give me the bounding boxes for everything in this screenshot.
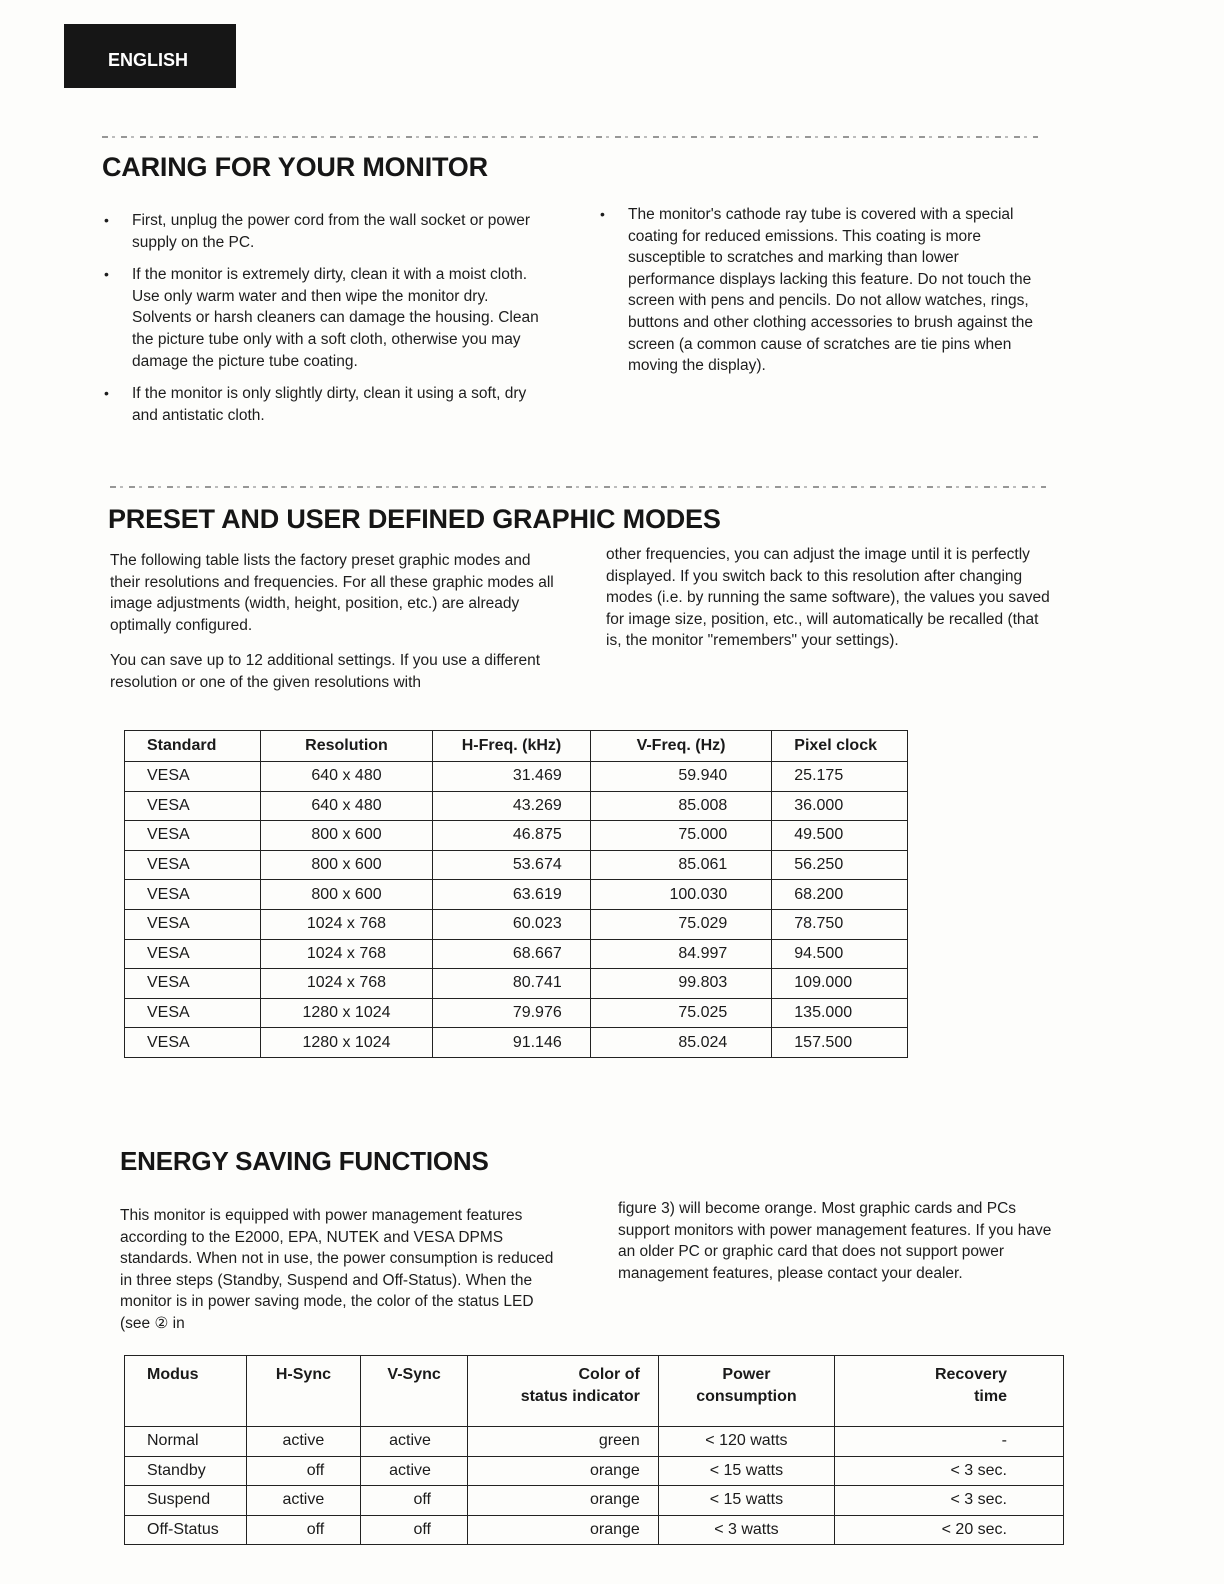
table-row [125, 1486, 1064, 1516]
table-cell: 49.500 [772, 821, 908, 851]
header-line: Color of [578, 1366, 640, 1383]
table-cell: 1280 x 1024 [260, 998, 432, 1028]
table-cell: active [361, 1427, 468, 1457]
table-row [125, 939, 908, 969]
graphic-modes-table [124, 730, 908, 1058]
column-header: H-Freq. (kHz) [433, 731, 591, 762]
table-cell: orange [467, 1456, 658, 1486]
table-cell: 59.940 [590, 762, 772, 792]
caring-bullet: • First, unplug the power cord from the wall socket or power supply on the PC. [102, 210, 550, 253]
table-cell: 84.997 [590, 939, 772, 969]
table-cell: 53.674 [433, 850, 591, 880]
table-cell: VESA [125, 821, 261, 851]
energy-right-column [618, 1198, 1062, 1298]
table-cell: 68.667 [433, 939, 591, 969]
table-cell: 800 x 600 [260, 850, 432, 880]
table-cell: < 20 sec. [835, 1515, 1064, 1545]
table-row [125, 821, 908, 851]
caring-left-column [102, 210, 550, 437]
table-cell: 75.000 [590, 821, 772, 851]
table-row [125, 850, 908, 880]
table-cell: VESA [125, 1028, 261, 1058]
table-cell: VESA [125, 850, 261, 880]
graphic-modes-title: PRESET AND USER DEFINED GRAPHIC MODES [108, 504, 721, 534]
table-row [125, 880, 908, 910]
table-cell: 800 x 600 [260, 880, 432, 910]
table-cell: 1024 x 768 [260, 969, 432, 999]
table-header-row [125, 731, 908, 762]
table-row [125, 1028, 908, 1058]
table-header-row [125, 1356, 1064, 1427]
header-line: Power [722, 1366, 771, 1383]
table-cell: 135.000 [772, 998, 908, 1028]
table-cell: 56.250 [772, 850, 908, 880]
table-cell: < 120 watts [658, 1427, 834, 1457]
table-cell: 85.008 [590, 791, 772, 821]
table-cell: VESA [125, 998, 261, 1028]
header-line: status indicator [520, 1388, 640, 1405]
table-cell: 60.023 [433, 909, 591, 939]
table-cell: orange [467, 1515, 658, 1545]
caring-right-column [598, 204, 1038, 388]
table-cell: Off-Status [125, 1515, 247, 1545]
header-line: time [974, 1388, 1007, 1405]
caring-bullet: • If the monitor is only slightly dirty, clean it using a soft, dry and antistatic cloth. [102, 383, 550, 426]
section-divider [110, 486, 1046, 488]
table-cell: Suspend [125, 1486, 247, 1516]
paragraph: This monitor is equipped with power management features according to the E2000, EPA, NUTEK and VESA DPMS standards. When not in use, the power consumption is reduced in three steps (Standby, Suspend and Off-Status). When the monitor is in power saving mode, the color of the status LED (see ② in [120, 1207, 554, 1332]
column-header: V-Sync [361, 1356, 468, 1427]
header-line: Recovery [934, 1366, 1007, 1383]
table-cell: 1024 x 768 [260, 909, 432, 939]
table-cell: 800 x 600 [260, 821, 432, 851]
graphic-modes-left-column [110, 550, 556, 708]
column-header: Resolution [260, 731, 432, 762]
table-cell: green [467, 1427, 658, 1457]
caring-title: CARING FOR YOUR MONITOR [102, 152, 488, 182]
table-cell: 46.875 [433, 821, 591, 851]
energy-title: ENERGY SAVING FUNCTIONS [120, 1146, 489, 1176]
table-cell: 36.000 [772, 791, 908, 821]
section-divider [102, 136, 1038, 138]
table-cell: off [246, 1456, 361, 1486]
table-cell: 109.000 [772, 969, 908, 999]
table-cell: Standby [125, 1456, 247, 1486]
table-cell: < 3 sec. [835, 1456, 1064, 1486]
table-cell: active [361, 1456, 468, 1486]
energy-saving-table [124, 1355, 1064, 1545]
table-cell: 1280 x 1024 [260, 1028, 432, 1058]
table-cell: VESA [125, 969, 261, 999]
table-cell: active [246, 1486, 361, 1516]
column-header: Modus [125, 1356, 247, 1427]
caring-bullet: • If the monitor is extremely dirty, clean it with a moist cloth. Use only warm water and then wipe the monitor dry. Solvents or harsh cleaners can damage the housing. Clean the picture tube only with a soft cloth, otherwise you may damage the picture tube coating. [102, 264, 550, 372]
table-cell: 25.175 [772, 762, 908, 792]
column-header: Standard [125, 731, 261, 762]
table-cell: 85.024 [590, 1028, 772, 1058]
table-cell: VESA [125, 880, 261, 910]
table-cell: - [835, 1427, 1064, 1457]
table-cell: < 15 watts [658, 1456, 834, 1486]
energy-left-column [120, 1205, 562, 1349]
caring-bullet: • The monitor's cathode ray tube is covered with a special coating for reduced emissions. This coating is more susceptible to scratches and marking than lower performance displays lacking this feature. Do not touch the screen with pens and pencils. Do not allow watches, rings, buttons and other clothing accessories to brush against the screen (a common cause of scratches are tie pins when moving the display). [598, 204, 1038, 377]
table-row [125, 1427, 1064, 1457]
graphic-modes-right-column [606, 544, 1052, 666]
table-cell: 1024 x 768 [260, 939, 432, 969]
table-cell: active [246, 1427, 361, 1457]
table-cell: off [361, 1515, 468, 1545]
table-cell: 640 x 480 [260, 762, 432, 792]
table-cell: 31.469 [433, 762, 591, 792]
table-row [125, 1456, 1064, 1486]
table-cell: 640 x 480 [260, 791, 432, 821]
header-line: consumption [696, 1388, 797, 1405]
table-cell: off [361, 1486, 468, 1516]
table-cell: VESA [125, 909, 261, 939]
table-row [125, 969, 908, 999]
table-row [125, 1515, 1064, 1545]
table-cell: off [246, 1515, 361, 1545]
table-cell: < 3 watts [658, 1515, 834, 1545]
table-cell: 94.500 [772, 939, 908, 969]
column-header [658, 1356, 834, 1427]
table-cell: 78.750 [772, 909, 908, 939]
paragraph: other frequencies, you can adjust the image until it is perfectly displayed. If you switch back to this resolution after changing modes (i.e. by running the same software), the values you saved for image size, position, etc., will automatically be recalled (that is, the monitor "remembers" your settings). [606, 546, 1050, 650]
table-cell: orange [467, 1486, 658, 1516]
table-cell: < 15 watts [658, 1486, 834, 1516]
paragraph: You can save up to 12 additional settings. If you use a different resolution or one of the given resolutions with [110, 652, 540, 691]
table-cell: VESA [125, 791, 261, 821]
language-tab: ENGLISH [64, 24, 236, 88]
paragraph: The following table lists the factory preset graphic modes and their resolutions and frequencies. For all these graphic modes all image adjustments (width, height, position, etc.) are already optimally configured. [110, 552, 554, 634]
table-cell: VESA [125, 939, 261, 969]
table-cell: 91.146 [433, 1028, 591, 1058]
table-cell: 75.025 [590, 998, 772, 1028]
table-cell: 43.269 [433, 791, 591, 821]
table-cell: Normal [125, 1427, 247, 1457]
column-header: Pixel clock [772, 731, 908, 762]
table-row [125, 791, 908, 821]
table-cell: 75.029 [590, 909, 772, 939]
paragraph: figure 3) will become orange. Most graphic cards and PCs support monitors with power management features. If you have an older PC or graphic card that does not support power management features, please contact your dealer. [618, 1200, 1052, 1282]
table-cell: 100.030 [590, 880, 772, 910]
column-header: V-Freq. (Hz) [590, 731, 772, 762]
table-row [125, 998, 908, 1028]
table-row [125, 909, 908, 939]
table-cell: 99.803 [590, 969, 772, 999]
column-header [835, 1356, 1064, 1427]
table-cell: 157.500 [772, 1028, 908, 1058]
column-header [467, 1356, 658, 1427]
table-row [125, 762, 908, 792]
table-cell: VESA [125, 762, 261, 792]
table-cell: 68.200 [772, 880, 908, 910]
table-cell: 85.061 [590, 850, 772, 880]
table-cell: 63.619 [433, 880, 591, 910]
table-cell: < 3 sec. [835, 1486, 1064, 1516]
table-cell: 80.741 [433, 969, 591, 999]
column-header: H-Sync [246, 1356, 361, 1427]
table-cell: 79.976 [433, 998, 591, 1028]
